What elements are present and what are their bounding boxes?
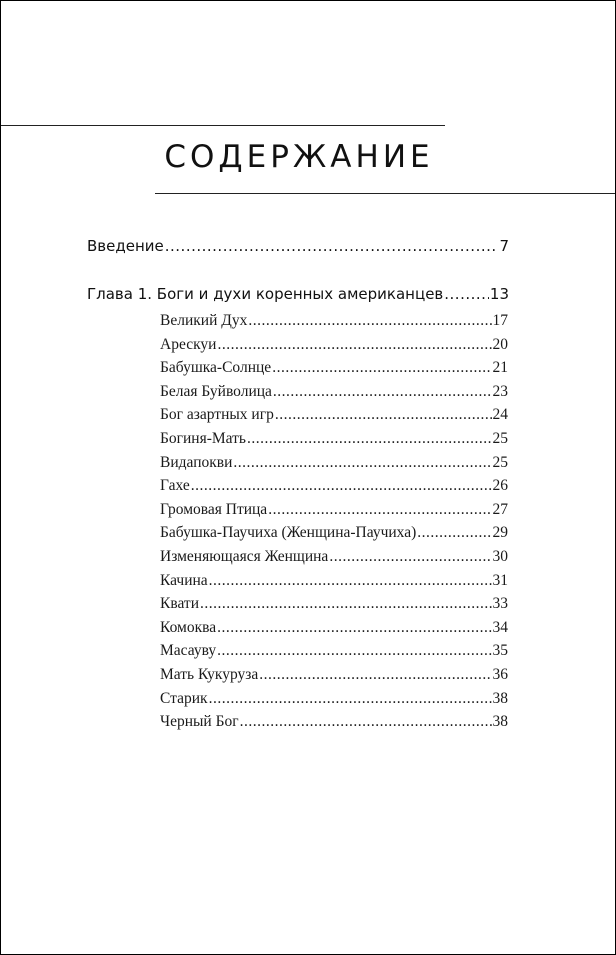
toc-subentry-page: 38: [492, 713, 508, 731]
toc-entry-chapter-1[interactable]: [87, 285, 509, 303]
dot-leader: [209, 690, 492, 708]
dot-leader: [191, 477, 492, 495]
toc-subentry[interactable]: [160, 713, 508, 733]
toc-subentry-page: 23: [492, 382, 508, 400]
toc-subentry-label: Черный Бог: [160, 713, 239, 731]
toc-subentry[interactable]: [160, 383, 508, 403]
toc-subentry-page: 30: [492, 548, 508, 565]
toc-subentry-label: Старик: [160, 689, 208, 707]
toc-subentry-label: Квати: [160, 595, 199, 613]
toc-subentry-page: 24: [492, 406, 508, 424]
toc-subentry-page: 17: [492, 312, 508, 329]
toc-entry-intro[interactable]: [87, 237, 509, 255]
toc-subentry-page: 29: [492, 524, 508, 542]
toc-subentry-label: Качина: [160, 571, 208, 589]
toc-subentry-label: Богиня-Мать: [160, 430, 246, 447]
toc-subentry-label: Бог азартных игр: [160, 406, 274, 424]
toc-subentry[interactable]: [160, 642, 508, 662]
toc-subentry-page: 20: [492, 335, 508, 353]
toc-subentry-label: Видапокви: [160, 453, 233, 471]
dot-leader: [248, 312, 491, 330]
toc-subentry-page: 25: [492, 453, 508, 471]
toc-subentry[interactable]: [160, 548, 508, 568]
toc-subentry-label: Бабушка-Паучиха (Женщина-Паучиха): [160, 524, 417, 542]
dot-leader: [217, 336, 491, 354]
toc-subentry[interactable]: [160, 690, 508, 710]
bottom-rule: [155, 193, 616, 194]
toc-entry-page: 7: [499, 237, 509, 255]
dot-leader: [247, 430, 492, 448]
toc-subentry-label: Белая Буйволица: [160, 382, 272, 400]
toc-subentry-page: 35: [492, 642, 508, 660]
dot-leader: [417, 524, 491, 542]
toc-subentry[interactable]: [160, 524, 508, 544]
dot-leader: [240, 713, 492, 731]
toc-subentry-label: Масауву: [160, 642, 217, 660]
page-title: СОДЕРЖАНИЕ: [164, 139, 434, 175]
dot-leader: [273, 383, 492, 401]
dot-leader: [165, 237, 499, 255]
toc-subentry-label: Изменяющаяся Женщина: [160, 548, 329, 565]
dot-leader: [444, 285, 489, 303]
toc-subentry[interactable]: [160, 595, 508, 615]
toc-subentry-page: 34: [492, 618, 508, 636]
toc-subentry[interactable]: [160, 572, 508, 592]
toc-subentry[interactable]: [160, 406, 508, 426]
toc-subentry[interactable]: [160, 359, 508, 379]
toc-subentry[interactable]: [160, 312, 508, 332]
toc-subentry-label: Арескуи: [160, 335, 217, 353]
toc-subentry-page: 36: [492, 666, 508, 683]
toc-subentry-page: 33: [492, 595, 508, 613]
toc-entry-label: Введение: [87, 237, 164, 255]
toc-subentry[interactable]: [160, 501, 508, 521]
toc-entry-label: Глава 1. Боги и духи коренных американцев: [87, 285, 444, 303]
toc-subentry-page: 38: [492, 689, 508, 707]
dot-leader: [329, 548, 491, 566]
dot-leader: [217, 619, 491, 637]
toc-subentry-label: Великий Дух: [160, 312, 248, 329]
dot-leader: [259, 666, 491, 684]
dot-leader: [209, 572, 492, 590]
dot-leader: [200, 595, 492, 613]
toc-subentry-page: 31: [492, 571, 508, 589]
dot-leader: [272, 359, 491, 377]
top-rule: [1, 125, 445, 126]
toc-subentry[interactable]: [160, 454, 508, 474]
toc-subentry-label: Бабушка-Солнце: [160, 359, 272, 377]
dot-leader: [233, 454, 491, 472]
toc-subentry-page: 25: [492, 430, 508, 447]
toc-subentry[interactable]: [160, 430, 508, 450]
dot-leader: [275, 406, 492, 424]
toc-subentry-label: Мать Кукуруза: [160, 666, 259, 683]
toc-entry-page: 13: [489, 285, 509, 303]
toc-subentry-page: 21: [492, 359, 508, 377]
toc-subentry-page: 26: [492, 477, 508, 495]
dot-leader: [268, 501, 491, 519]
dot-leader: [217, 642, 491, 660]
toc-subentry[interactable]: [160, 619, 508, 639]
toc-subentry-page: 27: [492, 500, 508, 518]
toc-subentry[interactable]: [160, 477, 508, 497]
toc-subentry-label: Громовая Птица: [160, 500, 268, 518]
toc-subentry[interactable]: [160, 336, 508, 356]
toc-subentry[interactable]: [160, 666, 508, 686]
toc-subentry-label: Гахе: [160, 477, 190, 495]
toc-subentry-label: Комоква: [160, 618, 217, 636]
